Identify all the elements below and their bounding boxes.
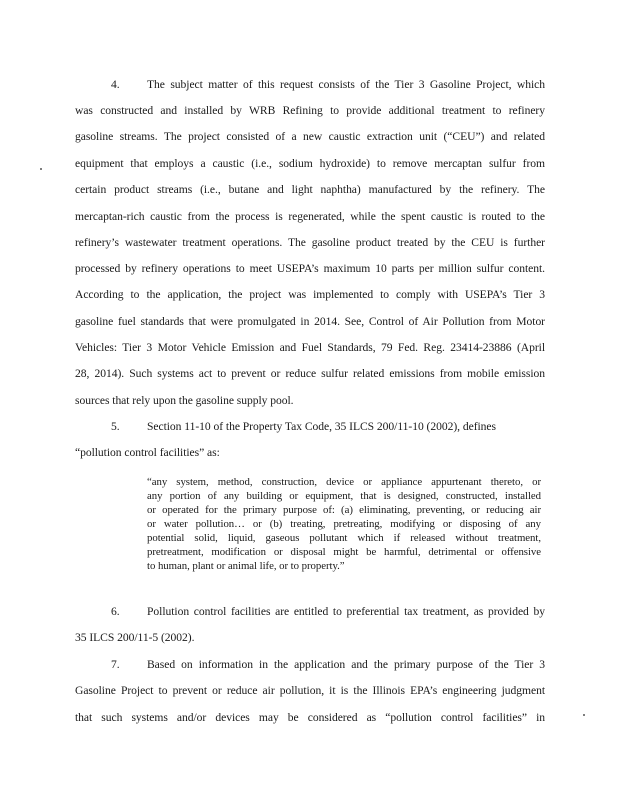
quote-line-5: potential solid, liquid, gaseous pollutant which if released without treatment, <box>147 532 541 544</box>
quote-line-6: pretreatment, modification or disposal might be harmful, detrimental or offensive <box>147 546 541 558</box>
para4-line-2: was constructed and installed by WRB Refining to provide additional treatment to refinery <box>75 104 545 117</box>
quote-line-1: “any system, method, construction, device or appliance appurtenant thereto, or <box>147 476 541 488</box>
para6-number: 6. <box>111 605 120 618</box>
para4-line-12: 28, 2014). Such systems act to prevent or reduce sulfur related emissions from mobile emission <box>75 367 545 380</box>
para4-line-3: gasoline streams. The project consisted of a new caustic extraction unit (“CEU”) and related <box>75 130 545 143</box>
quote-line-2: any portion of any building or equipment, that is designed, constructed, installed <box>147 490 541 502</box>
para7-line-1: Based on information in the application and the primary purpose of the Tier 3 <box>147 658 545 671</box>
para4-line-6: mercaptan-rich caustic from the process is regenerated, while the spent caustic is routed to the <box>75 210 545 223</box>
para4-line-8: processed by refinery operations to meet USEPA’s maximum 10 parts per million sulfur content. <box>75 262 545 275</box>
para5-line-2: “pollution control facilities” as: <box>75 446 220 459</box>
quote-line-7: to human, plant or animal life, or to property.” <box>147 560 345 572</box>
quote-line-3: or operated for the primary purpose of: (a) eliminating, preventing, or reducing air <box>147 504 541 516</box>
quote-line-4: or water pollution… or (b) treating, pretreating, modifying or disposing of any <box>147 518 541 530</box>
para6-line-1: Pollution control facilities are entitled to preferential tax treatment, as provided by <box>147 605 545 618</box>
para6-line-2: 35 ILCS 200/11-5 (2002). <box>75 631 195 644</box>
para4-line-9: According to the application, the project was implemented to comply with USEPA’s Tier 3 <box>75 288 545 301</box>
para7-line-2: Gasoline Project to prevent or reduce air pollution, it is the Illinois EPA’s engineering judgment <box>75 684 545 697</box>
para7-line-3: that such systems and/or devices may be considered as “pollution control facilities” in <box>75 711 545 724</box>
para4-line-7: refinery’s wastewater treatment operations. The gasoline product treated by the CEU is further <box>75 236 545 249</box>
para4-line-4: equipment that employs a caustic (i.e., sodium hydroxide) to remove mercaptan sulfur from <box>75 157 545 170</box>
para7-number: 7. <box>111 658 120 671</box>
para4-line-13: sources that rely upon the gasoline supply pool. <box>75 394 294 407</box>
para5-number: 5. <box>111 420 120 433</box>
para4-number: 4. <box>111 78 120 91</box>
para4-line-1: The subject matter of this request consists of the Tier 3 Gasoline Project, which <box>147 78 545 91</box>
para4-line-10: gasoline fuel standards that were promulgated in 2014. See, Control of Air Pollution from Motor <box>75 315 545 328</box>
para4-line-5: certain product streams (i.e., butane and light naphtha) manufactured by the refinery. The <box>75 183 545 196</box>
para5-line-1: Section 11-10 of the Property Tax Code, 35 ILCS 200/11-10 (2002), defines <box>147 420 496 433</box>
para4-line-11: Vehicles: Tier 3 Motor Vehicle Emission and Fuel Standards, 79 Fed. Reg. 23414-23886 (April <box>75 341 545 354</box>
scan-speck <box>583 714 585 716</box>
scan-speck <box>40 168 42 170</box>
